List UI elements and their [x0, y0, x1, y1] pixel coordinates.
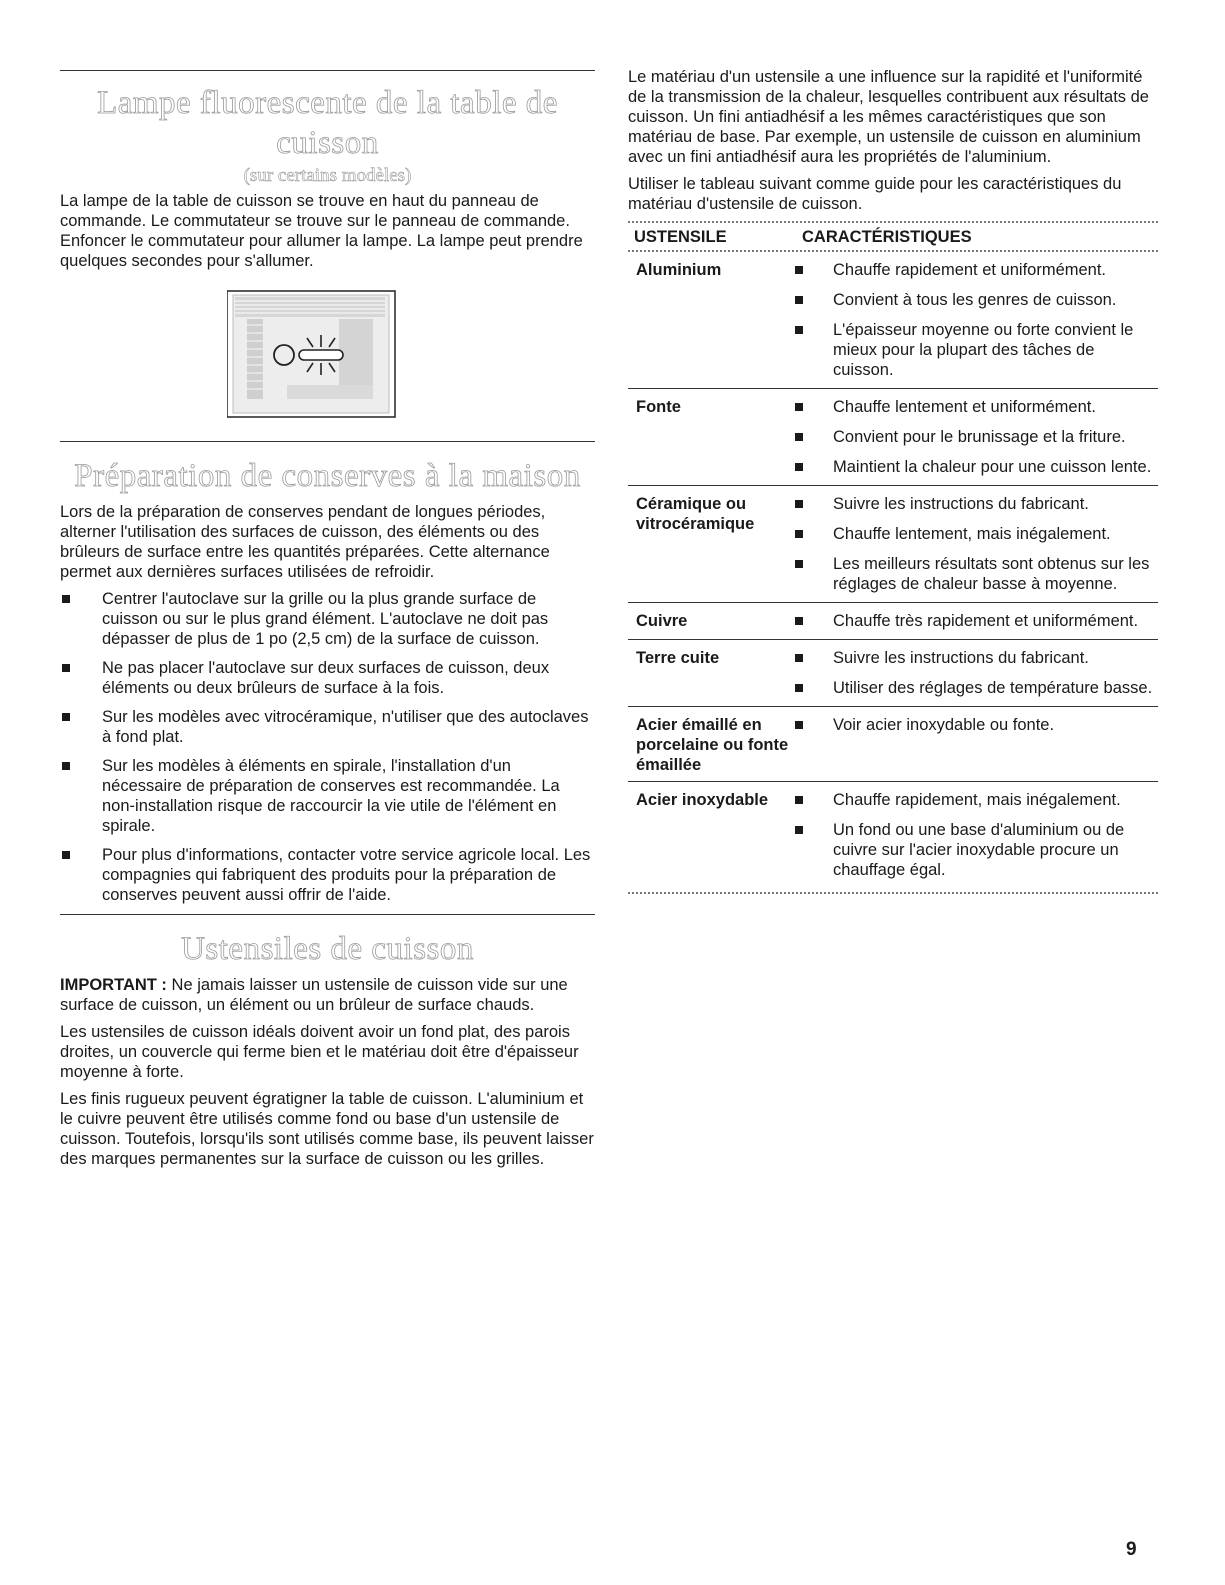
- list-item: Sur les modèles à éléments en spirale, l'installation d'un nécessaire de préparation de conserves est recommandée. La non-installation risque de raccourcir la vie utile de l'élément en spirale.: [60, 756, 595, 836]
- bullet-square-icon: [62, 664, 70, 672]
- table-body: [628, 252, 1158, 888]
- list-item: Centrer l'autoclave sur la grille ou la plus grande surface de cuisson ou sur le plus grand élément. L'autoclave ne doit pas dépasser de plus de 1 po (2,5 cm) de la surface de cuisson.: [60, 589, 595, 649]
- table-row: [628, 781, 1158, 888]
- list-item: L'épaisseur moyenne ou forte convient le mieux pour la plupart des tâches de cuisson.: [791, 320, 1158, 380]
- lamp-paragraph: La lampe de la table de cuisson se trouve en haut du panneau de commande. Le commutateur se trouve sur le panneau de commande. Enfoncer le commutateur pour allumer la lampe. La lampe peut prendre quelques secondes pour s'allumer.: [60, 192, 583, 270]
- table-row: [628, 252, 1158, 388]
- list-item: Chauffe rapidement et uniformément.: [791, 260, 1158, 280]
- list-item: Chauffe lentement et uniformément.: [791, 397, 1158, 417]
- bullet-square-icon: [795, 617, 803, 625]
- bullet-square-icon: [795, 403, 803, 411]
- bullet-square-icon: [795, 530, 803, 538]
- bullet-square-icon: [62, 713, 70, 721]
- list-item: Suivre les instructions du fabricant.: [791, 648, 1158, 668]
- lamp-section-title: Lampe fluorescente de la table de cuisson: [97, 85, 558, 161]
- control-panel-icon: [227, 289, 397, 419]
- table-header: [628, 223, 1158, 250]
- characteristics-cell: [791, 494, 1158, 596]
- list-item: Convient pour le brunissage et la friture.: [791, 427, 1158, 447]
- bullet-square-icon: [795, 500, 803, 508]
- characteristics-cell: [791, 260, 1158, 382]
- cookware-table: [628, 221, 1158, 894]
- utensil-name: Aluminium: [636, 261, 722, 279]
- list-item: Les meilleurs résultats sont obtenus sur les réglages de chaleur basse à moyenne.: [791, 554, 1158, 594]
- list-item: Sur les modèles avec vitrocéramique, n'utiliser que des autoclaves à fond plat.: [60, 707, 595, 747]
- bullet-square-icon: [795, 684, 803, 692]
- important-text: Ne jamais laisser un ustensile de cuisson vide sur une surface de cuisson, un élément ou un brûleur de surface chauds.: [60, 976, 568, 1014]
- utensil-name: Acier inoxydable: [636, 791, 769, 809]
- important-label: IMPORTANT :: [60, 976, 167, 994]
- bullet-square-icon: [795, 654, 803, 662]
- bullet-square-icon: [795, 326, 803, 334]
- list-item: Chauffe rapidement, mais inégalement.: [791, 790, 1158, 810]
- list-item: Chauffe lentement, mais inégalement.: [791, 524, 1158, 544]
- canning-intro: Lors de la préparation de conserves pendant de longues périodes, alterner l'utilisation des surfaces de cuisson, des éléments ou des brûleurs de surface entre les quantités préparées. Cette alternance permet aux dernières surfaces utilisées de refroidir.: [60, 503, 550, 581]
- lamp-section-subtitle: (sur certains modèles): [243, 165, 412, 186]
- bullet-square-icon: [62, 762, 70, 770]
- section-divider: [60, 914, 595, 915]
- table-row: [628, 485, 1158, 602]
- bullet-square-icon: [795, 433, 803, 441]
- characteristics-cell: [791, 397, 1158, 479]
- characteristics-cell: [791, 611, 1158, 633]
- table-row: [628, 388, 1158, 485]
- section-divider: [60, 70, 595, 71]
- column-header-characteristics: CARACTÉRISTIQUES: [802, 228, 972, 246]
- canning-bullet-list: [60, 589, 595, 905]
- table-intro-paragraph: Utiliser le tableau suivant comme guide pour les caractéristiques du matériau d'ustensile de cuisson.: [628, 175, 1122, 213]
- list-item: Maintient la chaleur pour une cuisson lente.: [791, 457, 1158, 477]
- bullet-square-icon: [62, 851, 70, 859]
- lamp-switch-illustration: [227, 289, 397, 419]
- utensil-name: Terre cuite: [636, 649, 720, 667]
- bullet-square-icon: [795, 463, 803, 471]
- table-row: [628, 602, 1158, 639]
- bullet-square-icon: [795, 296, 803, 304]
- table-row: [628, 639, 1158, 706]
- table-row: [628, 706, 1158, 781]
- material-paragraph: Le matériau d'un ustensile a une influence sur la rapidité et l'uniformité de la transmission de la chaleur, lesquelles contribuent aux résultats de cuisson. Un fini antiadhésif a les mêmes caractéristiques que son matériau de base. Par exemple, un ustensile de cuisson en aluminium avec un fini antiadhésif aura les propriétés de l'aluminium.: [628, 68, 1149, 166]
- list-item: Suivre les instructions du fabricant.: [791, 494, 1158, 514]
- bullet-square-icon: [62, 595, 70, 603]
- utensil-name: Acier émaillé en porcelaine ou fonte émaillée: [636, 716, 789, 774]
- cookware-paragraph-2: Les finis rugueux peuvent égratigner la table de cuisson. L'aluminium et le cuivre peuvent être utilisés comme fond ou base d'un ustensile de cuisson. Toutefois, lorsqu'ils sont utilisés comme base, ils peuvent laisser des marques permanentes sur la surface de cuisson ou les grilles.: [60, 1090, 594, 1168]
- list-item: Pour plus d'informations, contacter votre service agricole local. Les compagnies qui fabriquent des produits pour la préparation de conserves peuvent aussi offrir de l'aide.: [60, 845, 595, 905]
- left-column: [60, 70, 595, 1176]
- characteristics-cell: [791, 715, 1158, 775]
- utensil-name: Cuivre: [636, 612, 688, 630]
- table-bottom-rule: [628, 892, 1158, 894]
- column-header-utensil: USTENSILE: [634, 228, 727, 246]
- page-number: 9: [1126, 1539, 1137, 1560]
- list-item: Ne pas placer l'autoclave sur deux surfaces de cuisson, deux éléments ou deux brûleurs de surface à la fois.: [60, 658, 595, 698]
- important-note: [60, 975, 595, 1015]
- list-item: Utiliser des réglages de température basse.: [791, 678, 1158, 698]
- characteristics-cell: [791, 648, 1158, 700]
- bullet-square-icon: [795, 721, 803, 729]
- section-divider: [60, 441, 595, 442]
- list-item: Un fond ou une base d'aluminium ou de cuivre sur l'acier inoxydable procure un chauffage égal.: [791, 820, 1158, 880]
- cookware-section-title: Ustensiles de cuisson: [181, 931, 474, 967]
- bullet-square-icon: [795, 266, 803, 274]
- bullet-square-icon: [795, 796, 803, 804]
- list-item: Convient à tous les genres de cuisson.: [791, 290, 1158, 310]
- cookware-paragraph-1: Les ustensiles de cuisson idéals doivent avoir un fond plat, des parois droites, un couvercle qui ferme bien et le matériau doit être d'épaisseur moyenne à forte.: [60, 1023, 579, 1081]
- utensil-name: Céramique ou vitrocéramique: [636, 495, 755, 533]
- right-column: [628, 67, 1158, 894]
- list-item: Voir acier inoxydable ou fonte.: [791, 715, 1158, 735]
- canning-section-title: Préparation de conserves à la maison: [74, 458, 581, 494]
- utensil-name: Fonte: [636, 398, 681, 416]
- bullet-square-icon: [795, 560, 803, 568]
- bullet-square-icon: [795, 826, 803, 834]
- list-item: Chauffe très rapidement et uniformément.: [791, 611, 1158, 631]
- characteristics-cell: [791, 790, 1158, 882]
